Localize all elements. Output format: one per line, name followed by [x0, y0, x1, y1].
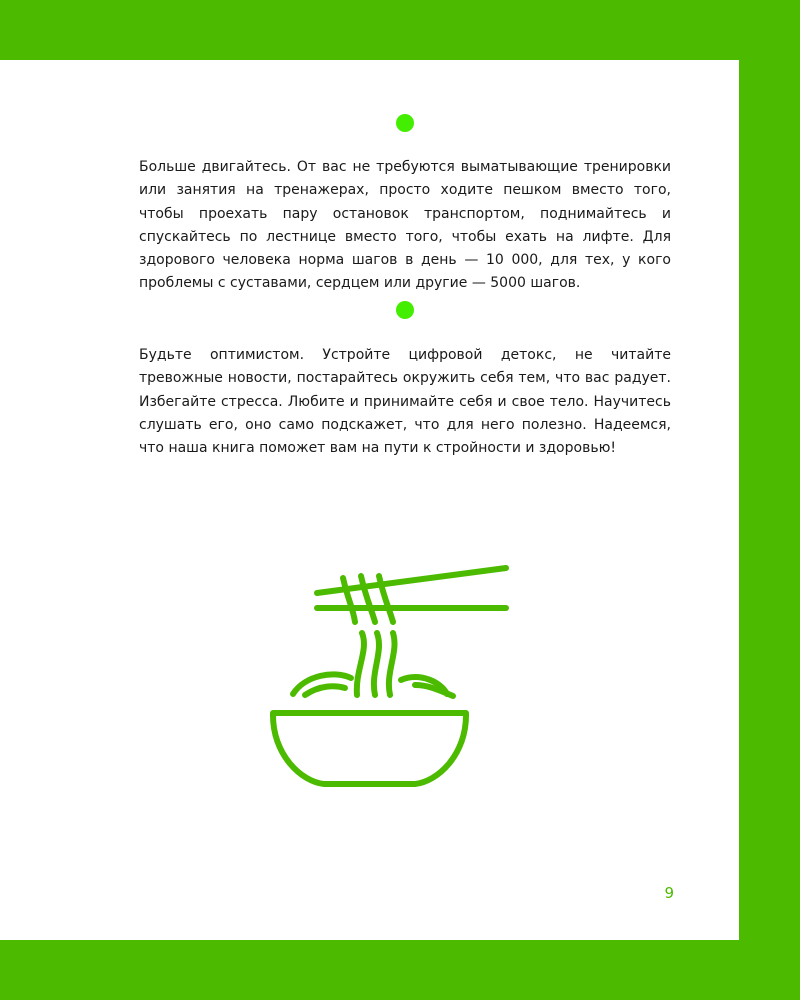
paragraph-be-optimist: Будьте оптимистом. Устройте цифровой детокс, не читайте тревожные новости, постарайтесь окружить себя тем, что вас радует. Избегайте стресса. Любите и принимайте себя и свое тело. Научитесь слушать его, оно само подскажет, что для него полезно. Надеемся, что наша книга поможет вам на пути к стройности и здоровью!	[139, 347, 671, 457]
noodle-bowl-with-chopsticks-icon	[265, 560, 515, 790]
section-bullet-dot	[396, 301, 414, 319]
book-page	[0, 60, 739, 940]
page-number: 9	[664, 884, 674, 902]
section-bullet-dot	[396, 114, 414, 132]
paragraph-move-more: Больше двигайтесь. От вас не требуются выматывающие тренировки или занятия на тренажерах, просто ходите пешком вместо того, чтобы проехать пару остановок транспортом, поднимайтесь и спускайтесь по лестнице вместо того, чтобы ехать на лифте. Для здорового человека норма шагов в день — 10 000, для тех, у кого проблемы с суставами, сердцем или другие — 5000 шагов.	[139, 159, 671, 292]
